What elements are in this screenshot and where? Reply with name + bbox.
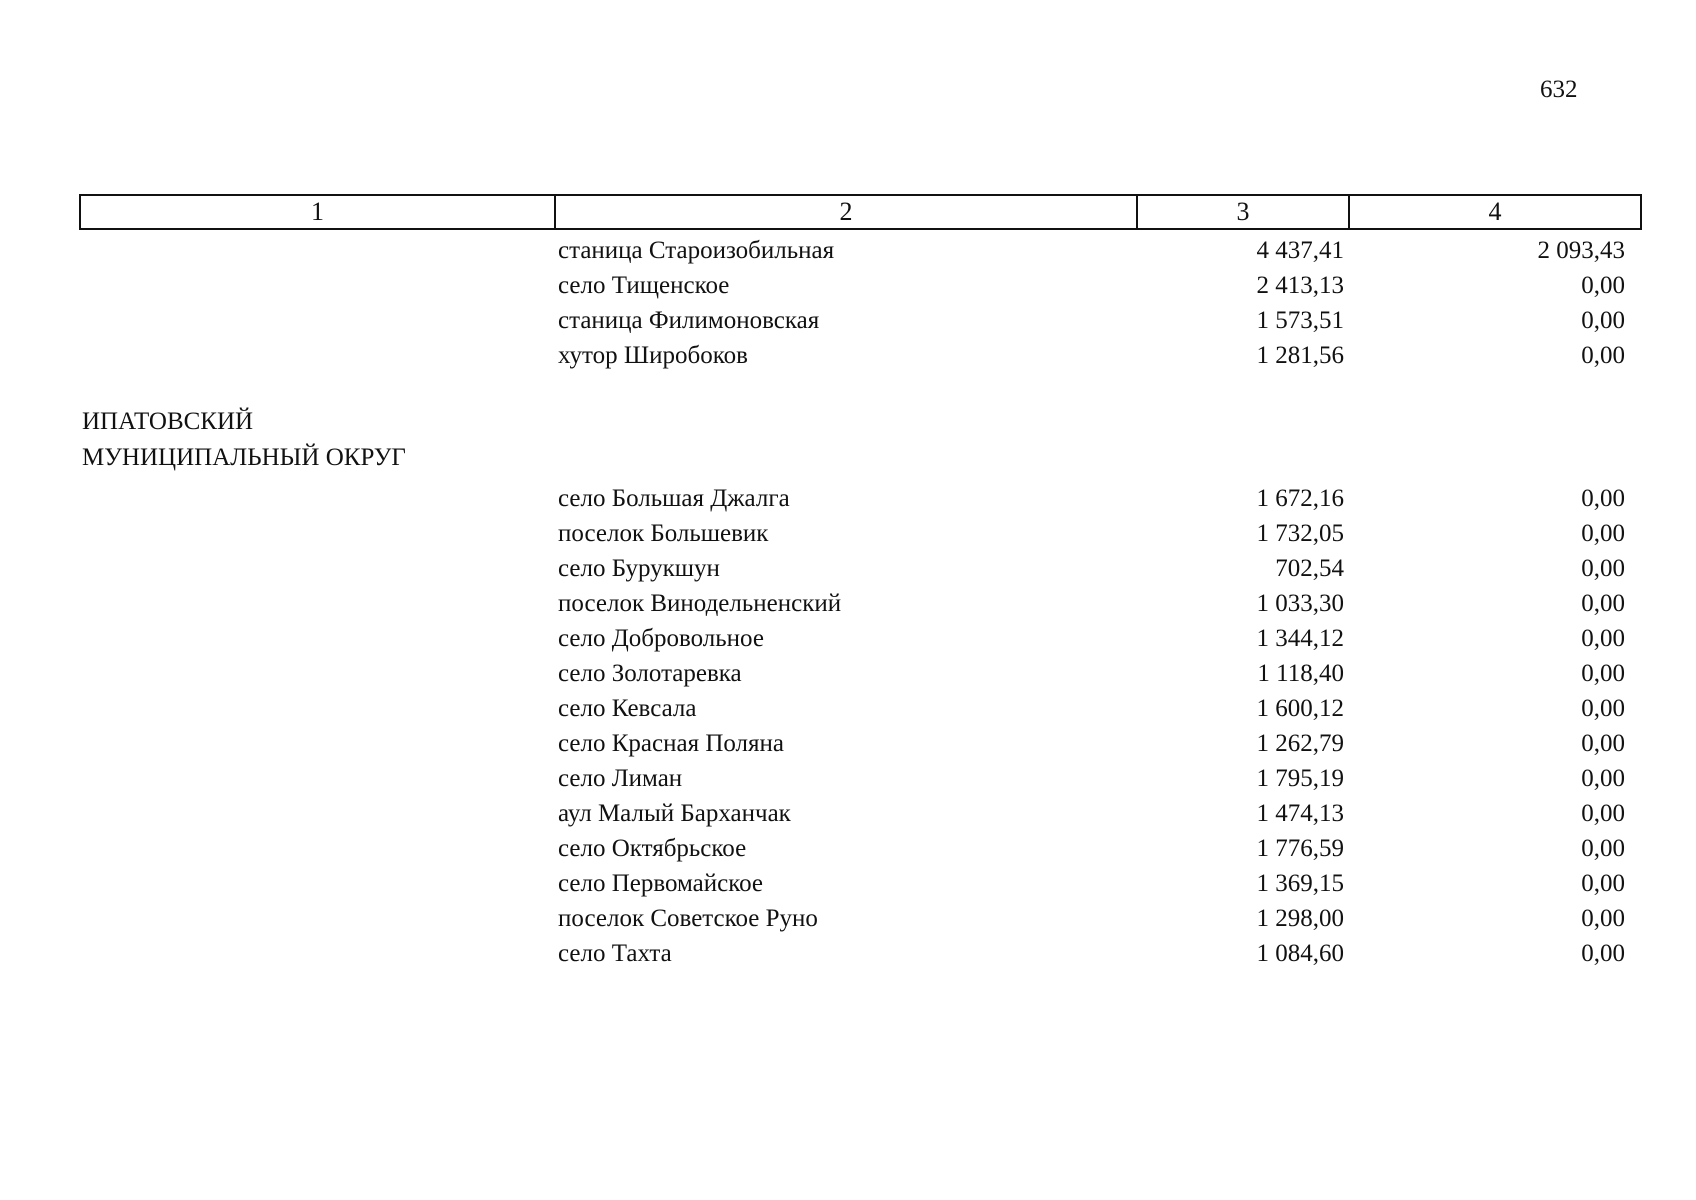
value-col-3: 1 776,59: [1256, 835, 1344, 862]
table-row: [0, 268, 1696, 303]
settlement-name: село Кевсала: [558, 695, 697, 722]
settlement-name: село Октябрьское: [558, 835, 747, 862]
value-col-4: 0,00: [1581, 800, 1625, 827]
value-col-4: 0,00: [1581, 730, 1625, 757]
value-col-3: 1 281,56: [1256, 342, 1344, 369]
settlement-name: село Большая Джалга: [558, 485, 790, 512]
settlement-name: село Первомайское: [558, 870, 764, 897]
table-row: [0, 338, 1696, 373]
settlement-name: поселок Советское Руно: [558, 905, 818, 932]
value-col-4: 0,00: [1581, 870, 1625, 897]
value-col-3: 1 732,05: [1256, 520, 1344, 547]
district-name-line-1: ИПАТОВСКИЙ: [82, 408, 254, 435]
header-col-1: 1: [81, 196, 556, 228]
value-col-3: 1 672,16: [1256, 485, 1344, 512]
district-name-line-2: МУНИЦИПАЛЬНЫЙ ОКРУГ: [82, 444, 406, 471]
table-row: [0, 551, 1696, 586]
value-col-4: 0,00: [1581, 520, 1625, 547]
value-col-3: 1 600,12: [1256, 695, 1344, 722]
value-col-4: 0,00: [1581, 660, 1625, 687]
settlement-name: село Добровольное: [558, 625, 764, 652]
table-row: [0, 901, 1696, 936]
header-col-4: 4: [1488, 197, 1502, 226]
settlement-name: село Золотаревка: [558, 660, 742, 687]
table-row: [0, 726, 1696, 761]
value-col-3: 1 573,51: [1256, 307, 1344, 334]
table-row: [0, 516, 1696, 551]
value-col-3: 1 084,60: [1256, 940, 1344, 967]
value-col-4: 0,00: [1581, 590, 1625, 617]
table-row: [0, 691, 1696, 726]
value-col-3: 4 437,41: [1256, 237, 1344, 264]
settlement-name: село Тахта: [558, 940, 672, 967]
table-header-row: [79, 194, 1642, 230]
value-col-4: 0,00: [1581, 272, 1625, 299]
table-row: [0, 796, 1696, 831]
settlement-name: поселок Винодельненский: [558, 590, 842, 617]
table-row: [0, 303, 1696, 338]
value-col-4: 0,00: [1581, 342, 1625, 369]
table-row: [0, 761, 1696, 796]
value-col-3: 1 795,19: [1256, 765, 1344, 792]
value-col-4: 2 093,43: [1537, 237, 1625, 264]
settlement-name: село Бурукшун: [558, 555, 720, 582]
value-col-4: 0,00: [1581, 905, 1625, 932]
value-col-4: 0,00: [1581, 835, 1625, 862]
settlement-name: хутор Широбоков: [558, 342, 748, 369]
page-number: 632: [1540, 76, 1578, 103]
header-col-3: 3: [1138, 196, 1350, 228]
value-col-3: 1 369,15: [1256, 870, 1344, 897]
table-row: [0, 481, 1696, 516]
table-row: [0, 936, 1696, 971]
settlement-name: село Тищенское: [558, 272, 730, 299]
table-row: [0, 233, 1696, 268]
table-row: [0, 621, 1696, 656]
settlement-name: поселок Большевик: [558, 520, 769, 547]
value-col-3: 2 413,13: [1256, 272, 1344, 299]
value-col-3: 1 262,79: [1256, 730, 1344, 757]
value-col-4: 0,00: [1581, 695, 1625, 722]
value-col-3: 1 033,30: [1256, 590, 1344, 617]
settlement-name: село Красная Поляна: [558, 730, 784, 757]
value-col-4: 0,00: [1581, 307, 1625, 334]
value-col-4: 0,00: [1581, 485, 1625, 512]
value-col-3: 1 474,13: [1256, 800, 1344, 827]
value-col-3: 702,54: [1275, 555, 1344, 582]
settlement-name: село Лиман: [558, 765, 683, 792]
value-col-3: 1 118,40: [1257, 660, 1344, 687]
settlement-name: станица Староизобильная: [558, 237, 835, 264]
value-col-4: 0,00: [1581, 940, 1625, 967]
value-col-3: 1 298,00: [1256, 905, 1344, 932]
settlement-name: аул Малый Барханчак: [558, 800, 791, 827]
value-col-4: 0,00: [1581, 625, 1625, 652]
value-col-3: 1 344,12: [1256, 625, 1344, 652]
table-row: [0, 656, 1696, 691]
table-row: [0, 586, 1696, 621]
header-col-2: 2: [556, 196, 1138, 228]
value-col-4: 0,00: [1581, 765, 1625, 792]
settlement-name: станица Филимоновская: [558, 307, 820, 334]
value-col-4: 0,00: [1581, 555, 1625, 582]
table-row: [0, 831, 1696, 866]
table-row: [0, 866, 1696, 901]
